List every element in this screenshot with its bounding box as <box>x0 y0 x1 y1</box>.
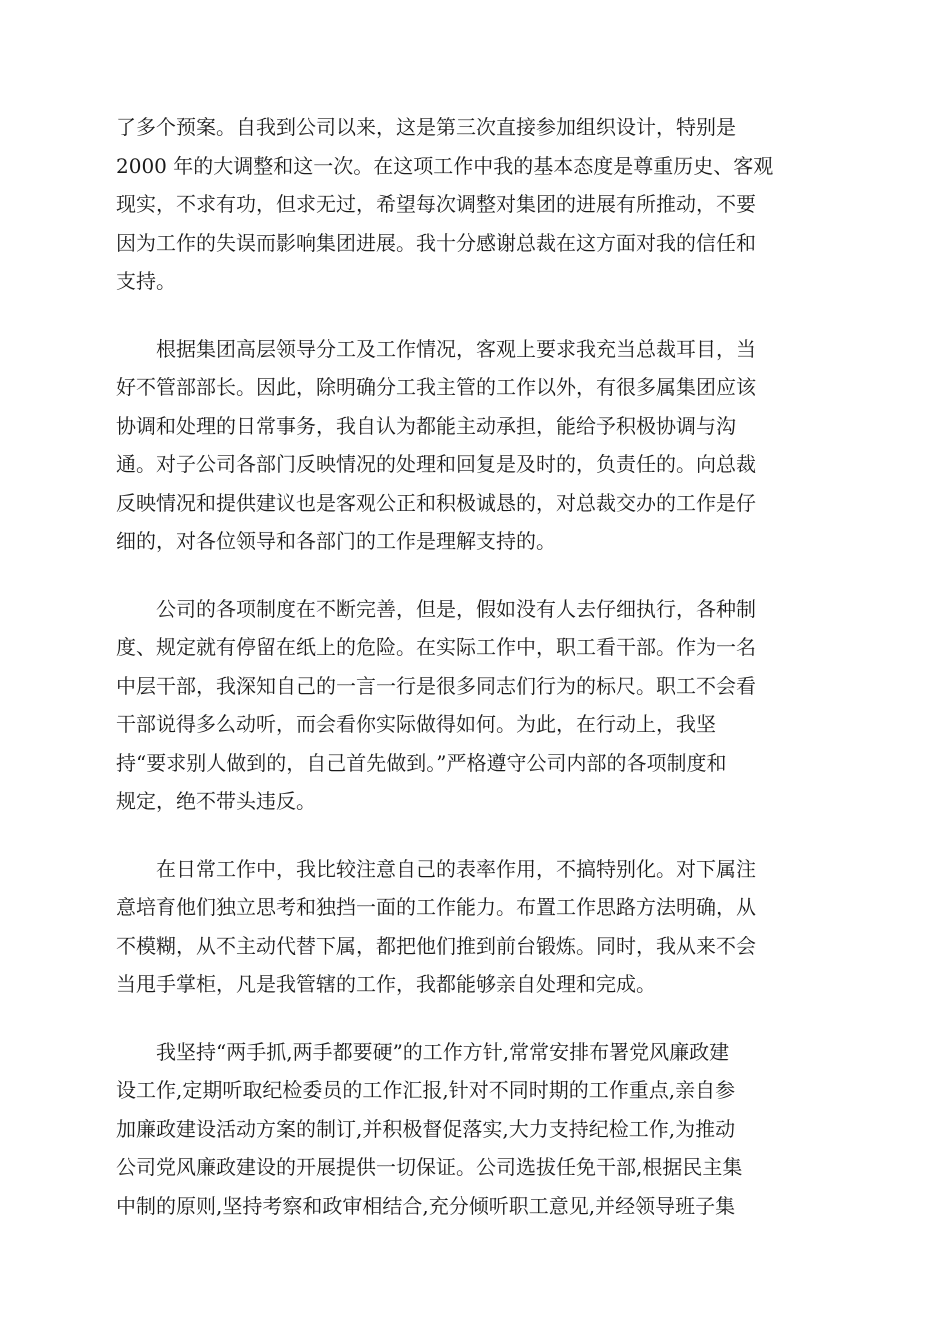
text-line: 度、规定就有停留在纸上的危险。在实际工作中，职工看干部。作为一名 <box>116 635 756 659</box>
text-line: 了多个预案。自我到公司以来，这是第三次直接参加组织设计，特别是 <box>116 115 736 139</box>
text-line: 2000 年的大调整和这一次。在这项工作中我的基本态度是尊重历史、客观 <box>116 153 774 178</box>
text-line: 当甩手掌柜，凡是我管辖的工作，我都能够亲自处理和完成。 <box>116 972 656 996</box>
text-line: 不模糊，从不主动代替下属，都把他们推到前台锻炼。同时，我从来不会 <box>116 933 756 958</box>
text-line: 现实，不求有功，但求无过，希望每次调整对集团的进展有所推动，不要 <box>116 192 756 216</box>
paragraph-3 <box>116 590 838 821</box>
text-line: 中层干部，我深知自己的一言一行是很多同志们行为的标尺。职工不会看 <box>116 673 756 698</box>
text-line: 设工作,定期听取纪检委员的工作汇报,针对不同时期的工作重点,亲自参 <box>116 1078 736 1102</box>
text-line: 细的，对各位领导和各部门的工作是理解支持的。 <box>116 529 556 553</box>
text-line: 支持。 <box>116 269 176 293</box>
text-line: 我坚持“两手抓,两手都要硬”的工作方针,常常安排布署党风廉政建 <box>116 1039 730 1064</box>
text-line: 反映情况和提供建议也是客观公正和积极诚恳的，对总裁交办的工作是仔 <box>116 490 756 515</box>
text-line: 协调和处理的日常事务，我自认为都能主动承担，能给予积极协调与沟 <box>116 413 736 438</box>
text-line: 好不管部部长。因此，除明确分工我主管的工作以外，有很多属集团应该 <box>116 375 756 399</box>
text-line: 公司党风廉政建设的开展提供一切保证。公司选拔任免干部,根据民主集 <box>116 1155 743 1179</box>
text-line: 根据集团高层领导分工及工作情况，客观上要求我充当总裁耳目，当 <box>116 336 756 361</box>
document-page <box>116 108 838 1254</box>
paragraph-1 <box>116 108 838 301</box>
paragraph-2 <box>116 330 838 561</box>
text-line: 通。对子公司各部门反映情况的处理和回复是及时的，负责任的。向总裁 <box>116 452 756 476</box>
paragraph-4 <box>116 850 838 1004</box>
text-line: 因为工作的失误而影响集团进展。我十分感谢总裁在这方面对我的信任和 <box>116 230 756 255</box>
text-line: 意培育他们独立思考和独挡一面的工作能力。布置工作思路方法明确，从 <box>116 895 756 919</box>
paragraph-5 <box>116 1033 838 1226</box>
text-line: 中制的原则,坚持考察和政审相结合,充分倾听职工意见,并经领导班子集 <box>116 1193 736 1218</box>
text-line: 加廉政建设活动方案的制订,并积极督促落实,大力支持纪检工作,为推动 <box>116 1116 736 1141</box>
text-line: 持“要求别人做到的，自己首先做到。”严格遵守公司内部的各项制度和 <box>116 750 727 775</box>
text-line: 干部说得多么动听，而会看你实际做得如何。为此，在行动上，我坚 <box>116 712 716 736</box>
text-line: 公司的各项制度在不断完善，但是，假如没有人去仔细执行，各种制 <box>116 596 756 621</box>
text-line: 在日常工作中，我比较注意自己的表率作用，不搞特别化。对下属注 <box>116 856 756 881</box>
text-line: 规定，绝不带头违反。 <box>116 789 316 813</box>
